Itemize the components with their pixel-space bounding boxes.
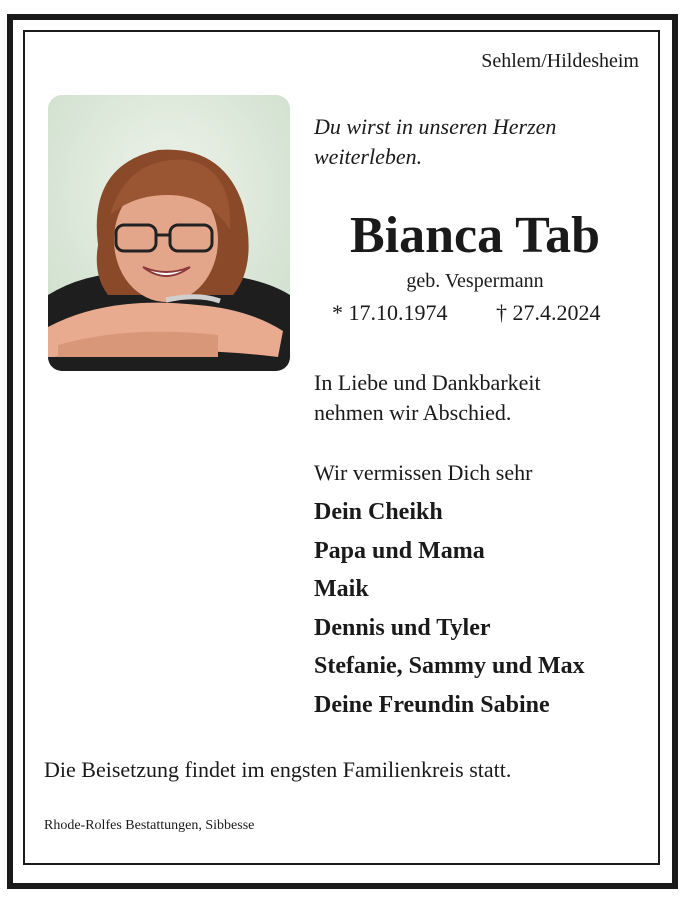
funeral-note: Die Beisetzung findet im engsten Familienkreis statt. <box>44 757 512 782</box>
mourner-name: Dennis und Tyler <box>314 614 491 641</box>
portrait-photo <box>48 95 290 371</box>
deceased-name: Bianca Tab <box>349 207 601 264</box>
quote-line: Du wirst in unseren Herzen <box>314 114 557 139</box>
portrait-image <box>48 95 290 371</box>
mourner-name: Stefanie, Sammy und Max <box>314 653 585 679</box>
mourner-name: Papa und Mama <box>314 537 485 564</box>
miss-line: Wir vermissen Dich sehr <box>314 460 533 485</box>
mourners-list <box>314 493 585 724</box>
maiden-name: geb. Vespermann <box>406 270 544 292</box>
farewell-line: nehmen wir Abschied. <box>314 400 512 425</box>
quote <box>314 112 556 172</box>
farewell-text <box>314 368 541 428</box>
quote-line: weiterleben. <box>314 144 423 169</box>
birth-date: * 17.10.1974 <box>332 300 448 325</box>
farewell-line: In Liebe und Dankbarkeit <box>314 370 541 395</box>
mourner-name: Maik <box>314 576 369 602</box>
mourner-name: Deine Freundin Sabine <box>314 691 550 718</box>
death-date: † 27.4.2024 <box>496 300 601 325</box>
mourner-name: Dein Cheikh <box>314 499 443 525</box>
undertaker: Rhode-Rolfes Bestattungen, Sibbesse <box>44 818 255 833</box>
location: Sehlem/Hildesheim <box>481 50 639 72</box>
